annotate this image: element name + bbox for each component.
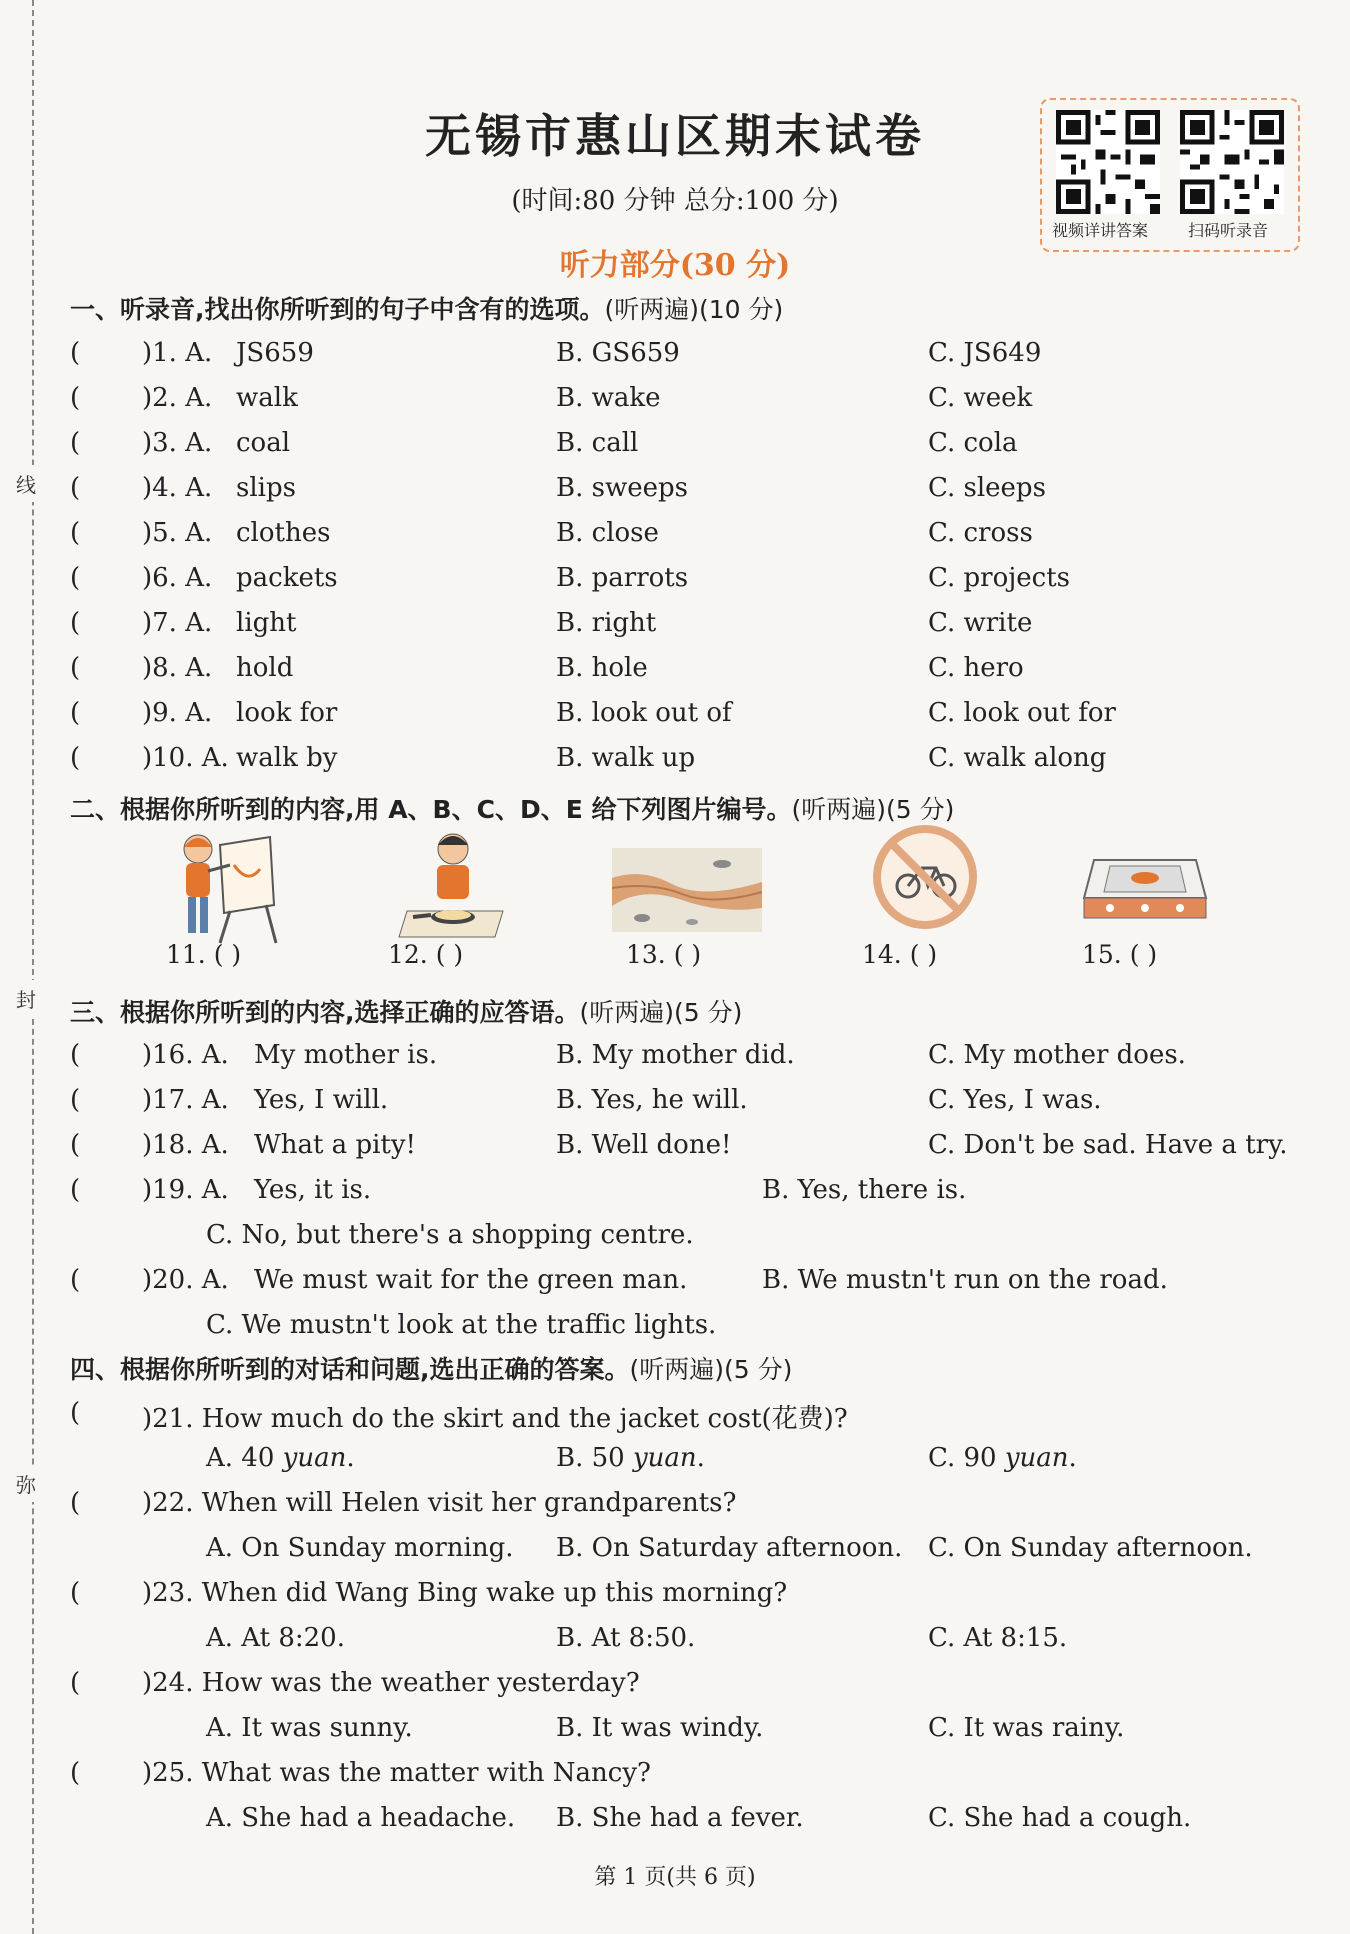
answer-blank[interactable]: ( xyxy=(70,473,81,503)
question-number: )18. A. xyxy=(142,1130,229,1160)
picture-14-blank[interactable]: 14. ( ) xyxy=(862,940,938,969)
option-a: packets xyxy=(236,563,338,593)
answer-blank[interactable]: ( xyxy=(70,383,81,413)
option-a: JS659 xyxy=(236,338,314,368)
question-text: )22. When will Helen visit her grandparents? xyxy=(142,1488,737,1518)
option-c: C. cola xyxy=(928,428,1018,458)
option-b: B. right xyxy=(556,608,657,638)
option-b: B. My mother did. xyxy=(556,1040,795,1070)
option-a: A. At 8:20. xyxy=(206,1623,345,1653)
answer-blank[interactable]: ( xyxy=(70,743,81,773)
option-b: B. She had a fever. xyxy=(556,1803,804,1833)
qr-caption-audio: 扫码听录音 xyxy=(1188,221,1269,240)
picture-river xyxy=(612,848,762,936)
option-c: C. hero xyxy=(928,653,1024,683)
option-c: C. week xyxy=(928,383,1033,413)
section-1-heading: 一、听录音,找出你所听到的句子中含有的选项。(听两遍)(10 分) xyxy=(70,295,784,324)
question-number: )1. A. xyxy=(142,338,213,368)
picture-stove xyxy=(1080,850,1210,934)
picture-11-blank[interactable]: 11. ( ) xyxy=(166,940,242,969)
option-c: C. On Sunday afternoon. xyxy=(928,1533,1253,1563)
margin-mark-feng: 封 xyxy=(16,980,36,1017)
option-b: B. On Saturday afternoon. xyxy=(556,1533,903,1563)
answer-blank[interactable]: ( xyxy=(70,1130,81,1160)
option-c: C. My mother does. xyxy=(928,1040,1186,1070)
qr-code-icon[interactable] xyxy=(1056,110,1160,214)
section-4-heading: 四、根据你所听到的对话和问题,选出正确的答案。(听两遍)(5 分) xyxy=(70,1355,793,1384)
option-a: A. 40 yuan. xyxy=(206,1443,355,1473)
qr-caption-answers: 视频详讲答案 xyxy=(1052,221,1149,240)
option-b: B. sweeps xyxy=(556,473,688,503)
section-2-heading: 二、根据你所听到的内容,用 A、B、C、D、E 给下列图片编号。(听两遍)(5 分) xyxy=(70,795,955,824)
option-c: C. She had a cough. xyxy=(928,1803,1192,1833)
question-number: )10. A. xyxy=(142,743,229,773)
no-cycling-sign-icon xyxy=(870,822,980,936)
option-a: My mother is. xyxy=(254,1040,438,1070)
question-text: )23. When did Wang Bing wake up this morning? xyxy=(142,1578,788,1608)
option-c: C. projects xyxy=(928,563,1071,593)
question-number: )2. A. xyxy=(142,383,213,413)
answer-blank[interactable]: ( xyxy=(70,653,81,683)
question-number: )20. A. xyxy=(142,1265,229,1295)
option-a: A. She had a headache. xyxy=(206,1803,516,1833)
option-c: C. 90 yuan. xyxy=(928,1443,1077,1473)
question-text: )24. How was the weather yesterday? xyxy=(142,1668,640,1698)
option-a: walk by xyxy=(236,743,338,773)
qr-code-icon[interactable] xyxy=(1180,110,1284,214)
option-b: B. parrots xyxy=(556,563,689,593)
option-a: Yes, I will. xyxy=(254,1085,389,1115)
option-a: clothes xyxy=(236,518,331,548)
page-number: 第 1 页(共 6 页) xyxy=(594,1865,756,1890)
picture-girl-painting xyxy=(170,825,290,949)
answer-blank[interactable]: ( xyxy=(70,1085,81,1115)
option-a: What a pity! xyxy=(254,1130,416,1160)
option-c: C. Yes, I was. xyxy=(928,1085,1102,1115)
question-number: )9. A. xyxy=(142,698,213,728)
question-number: )6. A. xyxy=(142,563,213,593)
question-text: )21. How much do the skirt and the jacket cost(花费)? xyxy=(142,1404,848,1434)
answer-blank[interactable]: ( xyxy=(70,1040,81,1070)
option-c: C. JS649 xyxy=(928,338,1042,368)
option-a: coal xyxy=(236,428,291,458)
option-b: B. look out of xyxy=(556,698,732,728)
option-c: C. write xyxy=(928,608,1033,638)
option-a: light xyxy=(236,608,297,638)
option-b: B. 50 yuan. xyxy=(556,1443,705,1473)
option-c: C. No, but there's a shopping centre. xyxy=(206,1220,694,1250)
section-3-heading: 三、根据你所听到的内容,选择正确的应答语。(听两遍)(5 分) xyxy=(70,998,743,1027)
picture-12-blank[interactable]: 12. ( ) xyxy=(388,940,464,969)
question-number: )7. A. xyxy=(142,608,213,638)
answer-blank[interactable]: ( xyxy=(70,1668,81,1698)
question-text: )25. What was the matter with Nancy? xyxy=(142,1758,651,1788)
answer-blank[interactable]: ( xyxy=(70,1488,81,1518)
option-b: B. wake xyxy=(556,383,661,413)
option-a: slips xyxy=(236,473,296,503)
answer-blank[interactable]: ( xyxy=(70,1758,81,1788)
option-b: B. Yes, there is. xyxy=(762,1175,967,1205)
margin-mark-xian: 线 xyxy=(16,465,36,502)
answer-blank[interactable]: ( xyxy=(70,698,81,728)
question-number: )16. A. xyxy=(142,1040,229,1070)
question-number: )3. A. xyxy=(142,428,213,458)
picture-boy-cooking xyxy=(395,825,515,949)
option-c: C. cross xyxy=(928,518,1033,548)
answer-blank[interactable]: ( xyxy=(70,518,81,548)
answer-blank[interactable]: ( xyxy=(70,1578,81,1608)
option-b: B. Well done! xyxy=(556,1130,732,1160)
answer-blank[interactable]: ( xyxy=(70,428,81,458)
option-a: A. It was sunny. xyxy=(206,1713,413,1743)
option-c: C. We mustn't look at the traffic lights. xyxy=(206,1310,717,1340)
question-number: )4. A. xyxy=(142,473,213,503)
qr-code-box xyxy=(1040,98,1300,252)
exam-title: 无锡市惠山区期末试卷 xyxy=(425,109,925,163)
option-c: C. look out for xyxy=(928,698,1116,728)
option-c: C. At 8:15. xyxy=(928,1623,1068,1653)
listening-part-title: 听力部分(30 分) xyxy=(559,248,791,283)
option-b: B. hole xyxy=(556,653,648,683)
option-a: A. On Sunday morning. xyxy=(206,1533,514,1563)
question-number: )8. A. xyxy=(142,653,213,683)
answer-blank[interactable]: ( xyxy=(70,1398,81,1428)
option-c: C. walk along xyxy=(928,743,1107,773)
option-b: B. At 8:50. xyxy=(556,1623,696,1653)
option-c: C. Don't be sad. Have a try. xyxy=(928,1130,1288,1160)
option-a: hold xyxy=(236,653,294,683)
answer-blank[interactable]: ( xyxy=(70,1265,81,1295)
picture-13-blank[interactable]: 13. ( ) xyxy=(626,940,702,969)
question-number: )19. A. xyxy=(142,1175,229,1205)
option-c: C. sleeps xyxy=(928,473,1046,503)
option-b: B. It was windy. xyxy=(556,1713,764,1743)
answer-blank[interactable]: ( xyxy=(70,338,81,368)
exam-subtitle: (时间:80 分钟 总分:100 分) xyxy=(511,186,839,216)
answer-blank[interactable]: ( xyxy=(70,608,81,638)
answer-blank[interactable]: ( xyxy=(70,1175,81,1205)
margin-mark-mi: 弥 xyxy=(16,1465,36,1502)
picture-15-blank[interactable]: 15. ( ) xyxy=(1082,940,1158,969)
option-b: B. Yes, he will. xyxy=(556,1085,748,1115)
option-c: C. It was rainy. xyxy=(928,1713,1125,1743)
answer-blank[interactable]: ( xyxy=(70,563,81,593)
option-a: walk xyxy=(236,383,298,413)
option-b: B. call xyxy=(556,428,639,458)
binding-dashed-line xyxy=(32,0,34,1934)
question-number: )5. A. xyxy=(142,518,213,548)
option-a: We must wait for the green man. xyxy=(254,1265,688,1295)
option-a: look for xyxy=(236,698,338,728)
option-a: Yes, it is. xyxy=(254,1175,372,1205)
option-b: B. close xyxy=(556,518,659,548)
option-b: B. GS659 xyxy=(556,338,680,368)
question-number: )17. A. xyxy=(142,1085,229,1115)
option-b: B. We mustn't run on the road. xyxy=(762,1265,1168,1295)
option-b: B. walk up xyxy=(556,743,696,773)
